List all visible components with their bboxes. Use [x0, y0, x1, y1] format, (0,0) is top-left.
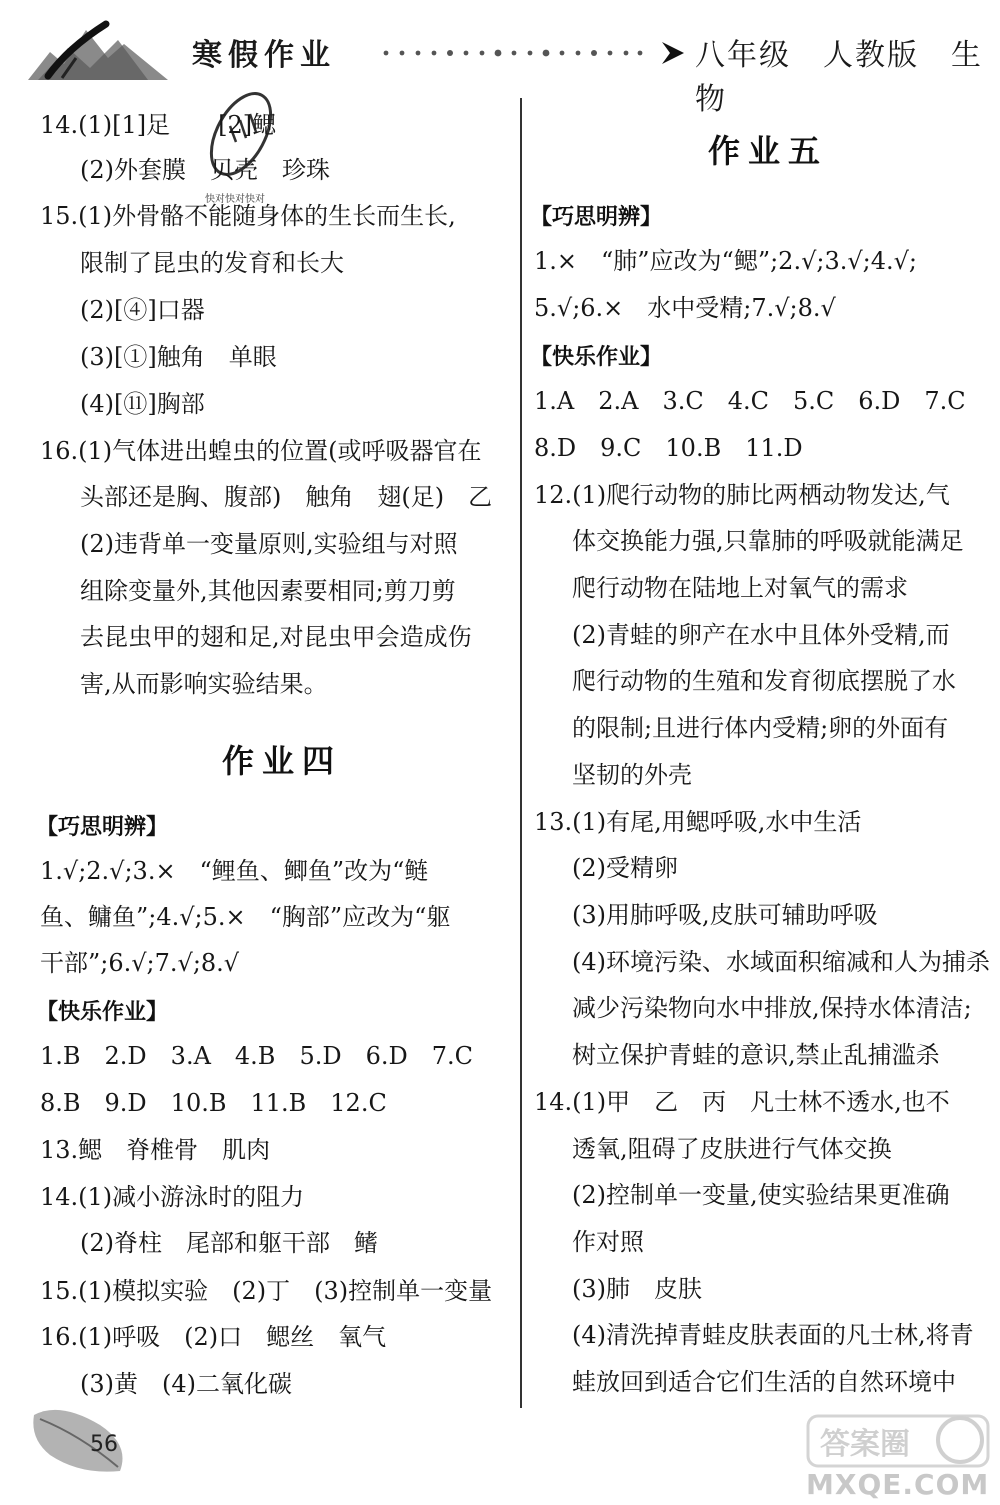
answer-line: (2)违背单一变量原则,实验组与对照	[80, 530, 458, 558]
answer-line: 14.(1)甲 乙 丙 凡士林不透水,也不	[534, 1088, 950, 1116]
page-number: 56	[90, 1432, 118, 1457]
answer-line: 15.(1)外骨骼不能随身体的生长而生长,	[40, 202, 456, 230]
answer-line: (4)清洗掉青蛙皮肤表面的凡士林,将青	[572, 1321, 974, 1349]
answer-line: 头部还是胸、腹部) 触角 翅(足) 乙	[80, 483, 493, 511]
column-divider	[520, 98, 522, 1408]
answer-line: 16.(1)呼吸 (2)口 鳃丝 氧气	[40, 1323, 387, 1351]
watermark-url: MXQE.COM	[806, 1468, 990, 1501]
answer-line: 13.(1)有尾,用鳃呼吸,水中生活	[534, 808, 862, 836]
answer-line: (2)控制单一变量,使实验结果更准确	[572, 1181, 950, 1209]
answer-line: 坚韧的外壳	[572, 761, 692, 789]
answer-line: 8.B 9.D 10.B 11.B 12.C	[40, 1089, 387, 1117]
stamp-text: 快对快对快对	[205, 194, 265, 205]
answer-line: 作对照	[572, 1228, 644, 1256]
answer-line: (2)受精卵	[572, 854, 678, 882]
answer-line: 爬行动物在陆地上对氧气的需求	[572, 574, 908, 602]
answer-line: 去昆虫甲的翅和足,对昆虫甲会造成伤	[80, 623, 472, 651]
grade-edition-subject: 八年级 人教版 生物	[695, 38, 983, 117]
answer-line: 树立保护青蛙的意识,禁止乱捕滥杀	[572, 1041, 940, 1069]
answer-line: 组除变量外,其他因素要相同;剪刀剪	[80, 577, 456, 605]
watermark-logo-text: 答案圈	[820, 1427, 910, 1462]
answer-line: 限制了昆虫的发育和长大	[80, 249, 344, 277]
answer-line: 减少污染物向水中排放,保持水体清洁;	[572, 994, 972, 1022]
qiaosi-label: 【巧思明辨】	[530, 205, 663, 230]
answer-line: 1.× “肺”应改为“鳃”;2.√;3.√;4.√;	[534, 247, 918, 275]
answer-line: 1.√;2.√;3.× “鲤鱼、鲫鱼”改为“鲢	[40, 857, 429, 885]
qiaosi-label: 【巧思明辨】	[36, 815, 169, 840]
answer-line: (3)用肺呼吸,皮肤可辅助呼吸	[572, 901, 878, 929]
answer-line: (4)环境污染、水域面积缩减和人为捕杀	[572, 948, 990, 976]
section-title-5: 作业五	[708, 132, 829, 170]
answer-line: (3)[①]触角 单眼	[80, 343, 277, 371]
answer-line: 16.(1)气体进出蝗虫的位置(或呼吸器官在	[40, 437, 482, 465]
header-dots-decoration	[382, 49, 652, 57]
answer-line: (2)[④]口器	[80, 296, 205, 324]
answer-line: 1.B 2.D 3.A 4.B 5.D 6.D 7.C	[40, 1042, 473, 1070]
answer-line: (2)外套膜 贝壳 珍珠	[80, 156, 330, 184]
section-title-4: 作业四	[222, 742, 343, 780]
answer-line: 的限制;且进行体内受精;卵的外面有	[572, 714, 949, 742]
answer-line: 体交换能力强,只靠肺的呼吸就能满足	[572, 527, 964, 555]
answer-line: 12.(1)爬行动物的肺比两栖动物发达,气	[534, 481, 950, 509]
answer-line: 13.鳃 脊椎骨 肌肉	[40, 1136, 271, 1164]
answer-line: 鱼、鳙鱼”;4.√;5.× “胸部”应改为“躯	[40, 903, 451, 931]
answer-line: 透氧,阻碍了皮肤进行气体交换	[572, 1135, 892, 1163]
answer-line: (3)黄 (4)二氧化碳	[80, 1370, 292, 1398]
answer-line: (2)脊柱 尾部和躯干部 鳍	[80, 1229, 378, 1257]
answer-line: 14.(1)减小游泳时的阻力	[40, 1183, 305, 1211]
mountain-brush-logo	[28, 18, 168, 88]
answer-line: 14.(1)[1]足 [2]鳃	[40, 111, 277, 139]
arrow-right-icon	[660, 40, 688, 66]
page-header	[0, 0, 1000, 117]
answer-line: 5.√;6.× 水中受精;7.√;8.√	[534, 294, 836, 322]
answer-line: 蛙放回到适合它们生活的自然环境中	[572, 1368, 956, 1396]
answer-line: 15.(1)模拟实验 (2)丁 (3)控制单一变量	[40, 1277, 493, 1305]
header-title: 寒假作业	[192, 38, 336, 73]
kuaile-label: 【快乐作业】	[36, 1000, 169, 1025]
answer-line: (3)肺 皮肤	[572, 1275, 702, 1303]
answer-line: 1.A 2.A 3.C 4.C 5.C 6.D 7.C	[534, 387, 966, 415]
answer-line: 害,从而影响实验结果。	[80, 670, 328, 698]
answer-line: 爬行动物的生殖和发育彻底摆脱了水	[572, 667, 956, 695]
kuaile-label: 【快乐作业】	[530, 345, 663, 370]
answer-line: 8.D 9.C 10.B 11.D	[534, 434, 803, 462]
answer-line: 干部”;6.√;7.√;8.√	[40, 949, 240, 977]
answer-line: (2)青蛙的卵产在水中且体外受精,而	[572, 621, 950, 649]
leaf-decoration-icon	[30, 1405, 140, 1475]
answer-line: (4)[⑪]胸部	[80, 390, 205, 418]
